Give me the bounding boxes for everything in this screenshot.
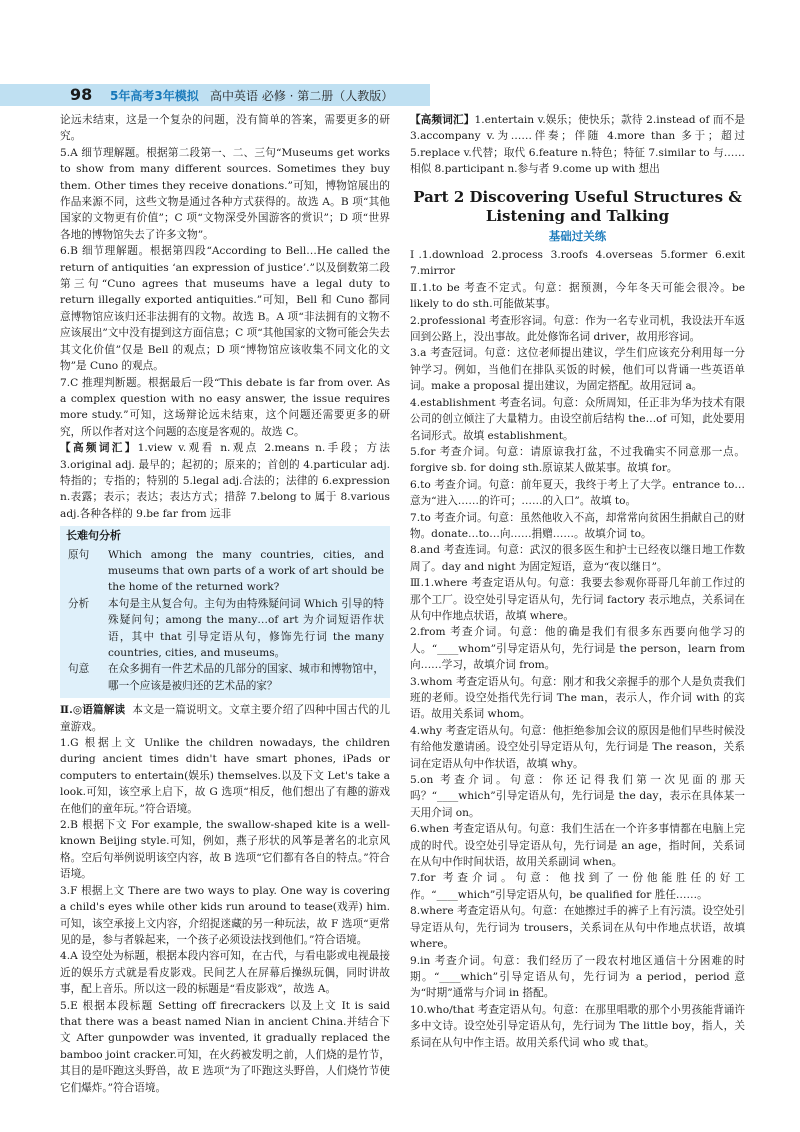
section-2-title: Ⅱ.◎语篇解读 <box>60 704 126 717</box>
gap-answer-4: 4.A 设空处为标题，根据本段内容可知，在古代，与看电影或电视最接近的娱乐方式就是看皮影戏。民间艺人在屏幕后操纵玩偶，同时讲故事，配上音乐。所以这一段的标题是“看皮影戏”，故选 A。 <box>60 950 390 996</box>
answer-item: 10.who/that 考查定语从句。句意：在那里唱歌的那个小男孩能背诵许多中文诗。设空处引导定语从句，先行词为 The little boy，指人，关系词在从句中作主语。故用关系代词 who 或 that。 <box>410 1003 745 1049</box>
left-column <box>60 112 390 1096</box>
answer-item: 8.where 考查定语从句。句意：在她擦过手的裤子上有污渍。设空处引导定语从句，先行词为 trousers，关系词在从句中作地点状语，故填 where。 <box>410 905 745 951</box>
vocab-block-right <box>410 112 745 178</box>
series-title: 5年高考3年模拟 <box>110 89 199 103</box>
answer-item: 9.in 考查介词。句意：我们经历了一段农村地区通信十分困难的时期。“____which”引导定语从句，先行词为 a period，period 意为“时期”通常与介词 in 搭配。 <box>410 954 745 1000</box>
sentence-analysis-box <box>60 526 390 698</box>
gap-answer-2: 2.B 根据下文 For example, the swallow-shaped kite is a well-known Beijing style.可知，例如，燕子形状的风筝是著名的北京风格。空后句举例说明该空内容，故 B 选项“它们都有各自的特点。”符合语境。 <box>60 819 390 881</box>
section-3-answers <box>410 575 745 1051</box>
analysis-title: 长难句分析 <box>66 529 121 543</box>
answer-item: 2.from 考查介词。句意：他的确是我们有很多东西要向他学习的人。“____whom”引导定语从句，先行词是 the person，learn from 向……学习，故填介词 from。 <box>410 626 745 672</box>
section-1-answers: Ⅰ.1.download 2.process 3.roofs 4.overseas 5.former 6.exit 7.mirror <box>410 249 745 278</box>
answer-item: 4.why 考查定语从句。句意：他拒绝参加会议的原因是他们早些时候没有给他发邀请函。设空处引导定语从句，先行词是 The reason，关系词在定语从句中作状语，故填 why。 <box>410 724 745 770</box>
analysis-text: 本句是主从复合句。主句为由特殊疑问词 Which 引导的特殊疑问句；among the many…of art 为介词短语作状语，其中 that 引导定语从句，修饰先行词 the many countries, cities, and museums。 <box>108 597 384 659</box>
analysis-label: 原句 <box>68 548 90 561</box>
answer-item: 7.to 考查介词。句意：虽然他收入不高，却常常向贫困生捐献自己的财物。donate…to…向……捐赠……。故填介词 to。 <box>410 511 745 540</box>
page-header <box>0 84 800 106</box>
intro-text: 论远未结束，这是一个复杂的问题，没有简单的答案，需要更多的研究。 <box>60 114 390 143</box>
section-2-answers <box>410 280 745 575</box>
analysis-label: 分析 <box>68 597 90 610</box>
section-subtitle: 基础过关练 <box>548 228 607 243</box>
section-2-intro <box>60 702 390 735</box>
vocab-text: 1.entertain v.娱乐；使快乐；款待 2.instead of 而不是 3.accompany v.为……伴奏；伴随 4.more than 多于；超过 5.replace v.代替；取代 6.feature n.特色；特征 7.similar to 与……相似 8.participant n.参与者 9.come up with 想出 <box>410 114 745 176</box>
answer-item: Ⅱ.1.to be 考查不定式。句意：据预测，今年冬天可能会很冷。be likely to do sth.可能做某事。 <box>410 281 745 311</box>
right-column <box>410 112 745 1051</box>
vocab-block <box>60 440 390 522</box>
answer-item: 7.for 考查介词。句意：他找到了一份他能胜任的好工作。“____which”引导定语从句，be qualified for 胜任……。 <box>410 872 745 901</box>
answer-7: 7.C 推理判断题。根据最后一段“This debate is far from over. As a complex question with no easy answer, the issue requires more study.”可知，这场辩论远未结束，这个问题还需要更多的研究，所以作者对这个问题的态度是客观的。故选 C。 <box>60 376 390 438</box>
answer-item: 2.professional 考查形容词。句意：作为一名专业司机，我设法开车返回到公路上，没出事故。此处修饰名词 driver，故用形容词。 <box>410 314 745 344</box>
page-number: 98 <box>70 85 93 104</box>
analysis-text: Which among the many countries, cities, and museums that own parts of a work of art should be the home of the returned work? <box>108 548 384 594</box>
part-title: Part 2 Discovering Useful Structures & Listening and Talking <box>413 187 742 225</box>
analysis-text: 在众多拥有一件艺术品的几部分的国家、城市和博物馆中，哪一个应该是被归还的艺术品的家？ <box>108 663 384 692</box>
analysis-row <box>60 596 390 662</box>
answer-item: 6.to 考查介词。句意：前年夏天，我终于考上了大学。entrance to…意为“进入……的许可；……的入口”。故填 to。 <box>410 478 745 508</box>
vocab-text: 1.view v.观看 n.观点 2.means n.手段；方法 3.original adj. 最早的；起初的；原来的；首创的 4.particular adj.特指的；专指的；特别的 5.legal adj.合法的；法律的 6.expression n.表露；表示；表达；表达方式；措辞 7.belong to 属于 8.various adj.各种各样的 9.be far from 远非 <box>60 442 390 520</box>
answer-item: 5.for 考查介词。句意：请原谅我打盆，不过我确实不同意那一点。forgive sb. for doing sth.原谅某人做某事。故填 for。 <box>410 445 745 475</box>
gap-answer-1: 1.G 根据上文 Unlike the children nowadays, the children during ancient times didn't have smart phones, iPads or computers to entertain(娱乐) themselves.以及下文 Let's take a look.可知，该空承上启下，故 G 选项“相反，他们想出了有趣的游戏在他们的童年玩。”符合语境。 <box>60 737 390 815</box>
answer-item: 3.whom 考查定语从句。句意：刚才和我父亲握手的那个人是负责我们班的老师。设空处指代先行词 The man，表示人，作介词 with 的宾语。故用关系词 whom。 <box>410 675 745 721</box>
answer-6: 6.B 细节理解题。根据第四段“According to Bell…He called the return of antiquities ‘an expression of justice’.”以及倒数第二段第三句“Cuno agrees that museums have a legal duty to return illegally exported antiquities.”可知，Bell 和 Cuno 都同意博物馆应该归还非法拥有的文物。故选 B。A 项“非法拥有的文物不应该展出”文中没有提到这方面信息；C 项“其他国家的文物可能会失去其文化价值”仅是 Bell 的观点；D 项“博物馆应该收集不同文化的文物”是 Cuno 的观点。 <box>60 245 390 373</box>
answer-item: 4.establishment 考查名词。句意：众所周知，任正非为华为技术有限公司的创立倾注了大量精力。由设空前后结构 the…of 可知，此处要用名词形式。故填 establishment。 <box>410 396 745 442</box>
gap-answer-5: 5.E 根据本段标题 Setting off firecrackers 以及上文 It is said that there was a beast named Nian in ancient China.并结合下文 After gunpowder was invented, it gradually replaced the bamboo joint cracker.可知，在火药被发明之前，人们烧的是竹节，其目的是吓跑这头野兽，故 E 选项“为了吓跑这头野兽，人们烧竹节使它们爆炸。”符合语境。 <box>60 999 390 1094</box>
analysis-row <box>60 661 390 694</box>
answer-5: 5.A 细节理解题。根据第二段第一、二、三句“Museums get works to show from many different sources. Sometimes they buy them. Other times they receive donations.”可知，博物馆展出的作品来源不同，这些文物是通过各种方式获得的。故选 A。B 项“其他国家的文物更有价值”；C 项“文物深受外国游客的赏识”；D 项“世界各地的博物馆失去了许多文物”。 <box>60 146 390 241</box>
analysis-row <box>60 547 390 596</box>
answer-item: Ⅲ.1.where 考查定语从句。句意：我要去参观你哥哥几年前工作过的那个工厂。设空处引导定语从句，先行词 factory 表示地点，关系词在从句中作地点状语，故填 where。 <box>410 577 745 622</box>
vocab-label: 【高频词汇】 <box>60 442 138 455</box>
gap-answer-3: 3.F 根据上文 There are two ways to play. One way is covering a child's eyes while other kids run around to tease(戏弄) him.可知，该空承接上文内容，介绍捉迷藏的另一种玩法，故 F 选项“更常见的是，参与者躲起来，一个孩子必须设法找到他们。”符合语境。 <box>60 884 390 946</box>
book-title: 高中英语 必修 · 第二册（人教版） <box>210 89 394 103</box>
section-2-summary: 本文是一篇说明文。文章主要介绍了四种中国古代的儿童游戏。 <box>60 704 390 733</box>
answer-item: 5.on 考查介词。句意：你还记得我们第一次见面的那天吗？“____which”引导定语从句，先行词是 the day，表示在具体某一天用介词 on。 <box>410 774 745 819</box>
answer-item: 3.a 考查冠词。句意：这位老师提出建议，学生们应该充分利用每一分钟学习。例如，当他们在排队买饭的时候，他们可以背诵一些英语单词。make a proposal 提出建议，为固定搭配。故用冠词 a。 <box>410 347 745 393</box>
answer-item: 8.and 考查连词。句意：武汉的很多医生和护士已经夜以继日地工作数周了。day and night 为固定短语，意为“夜以继日”。 <box>410 544 745 573</box>
analysis-label: 句意 <box>68 663 90 676</box>
answer-item: 6.when 考查定语从句。句意：我们生活在一个许多事情都在电脑上完成的时代。设空处引导定语从句，先行词是 an age，指时间，关系词在从句中作时间状语，故用关系副词 when。 <box>410 823 745 869</box>
vocab-label: 【高频词汇】 <box>410 114 475 126</box>
